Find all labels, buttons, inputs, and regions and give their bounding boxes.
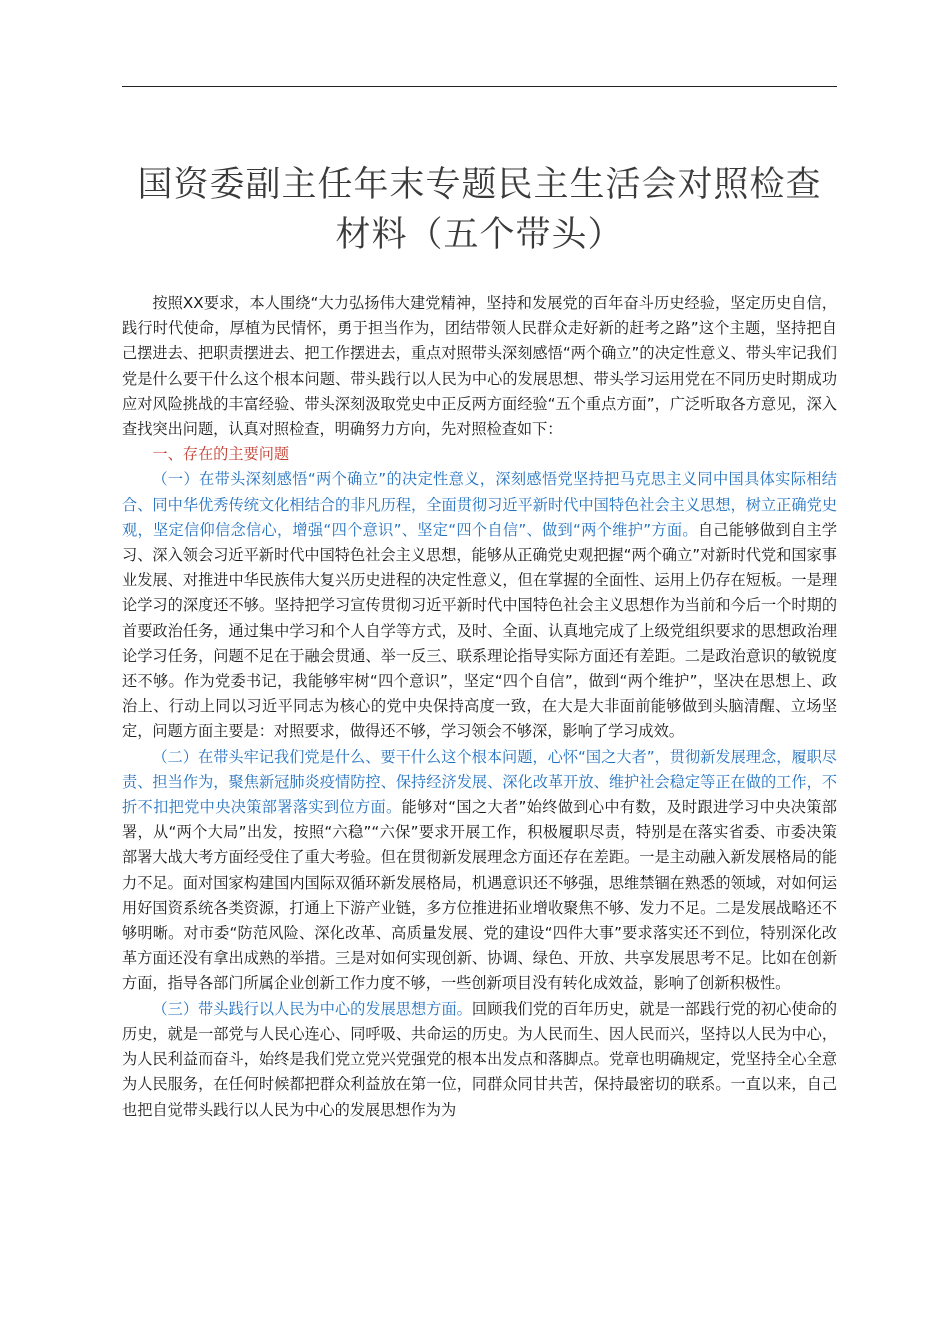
item-paragraph-1	[122, 467, 837, 744]
item-body-2: 能够对“国之大者”始终做到心中有数，及时跟进学习中央决策部署，从“两个大局”出发，按照“六稳”“六保”要求开展工作，积极履职尽责，特别是在落实省委、市委决策部署大战大考方面经受住了重大考验。但在贯彻新发展理念方面还存在差距。一是主动融入新发展格局的能力不足。面对国家构建国内国际双循环新发展格局，机遇意识还不够强，思维禁锢在熟悉的领域，对如何运用好国资系统各类资源，打通上下游产业链，多方位推进拓业增收聚焦不够、发力不足。二是发展战略还不够明晰。对市委“防范风险、深化改革、高质量发展、党的建设“四件大事”要求落实还不到位，特别深化改革方面还没有拿出成熟的举措。三是对如何实现创新、协调、绿色、开放、共享发展思考不足。比如在创新方面，指导各部门所属企业创新工作力度不够，一些创新项目没有转化成效益，影响了创新积极性。	[122, 798, 837, 993]
item-body-3: 回顾我们党的百年历史，就是一部践行党的初心使命的历史，就是一部党与人民心连心、同呼吸、共命运的历史。为人民而生、因人民而兴，坚持以人民为中心，为人民利益而奋斗，始终是我们党立党兴党强党的根本出发点和落脚点。党章也明确规定，党坚持全心全意为人民服务，在任何时候都把群众利益放在第一位，同群众同甘共苦，保持最密切的联系。一直以来，自己也把自觉带头践行以人民为中心的发展思想作为为	[122, 999, 838, 1119]
item-paragraph-3	[122, 997, 837, 1123]
item-heading-3: （三）带头践行以人民为中心的发展思想方面。	[152, 999, 472, 1018]
item-heading-1: （一）在带头深刻感悟“两个确立”的决定性意义，深刻感悟党坚持把马克思主义同中国具体实际相结合、同中华优秀传统文化相结合的非凡历程，全面贯彻习近平新时代中国特色社会主义思想，树立正确党史观，坚定信仰信念信心，增强“四个意识”、坚定“四个自信”、做到“两个维护”方面。	[122, 470, 837, 539]
intro-paragraph: 按照XX要求，本人围绕“大力弘扬伟大建党精神，坚持和发展党的百年奋斗历史经验，坚定历史自信，践行时代使命，厚植为民情怀，勇于担当作为，团结带领人民群众走好新的赶考之路”这个主题，坚持把自己摆进去、把职责摆进去、把工作摆进去，重点对照带头深刻感悟“两个确立”的决定性意义、带头牢记我们党是什么要干什么这个根本问题、带头践行以人民为中心的发展思想、带头学习运用党在不同历史时期成功应对风险挑战的丰富经验、带头深刻汲取党史中正反两方面经验“五个重点方面”，广泛听取各方意见，深入查找突出问题，认真对照检查，明确努力方向，先对照检查如下：	[122, 294, 837, 439]
item-heading-2: （二）在带头牢记我们党是什么、要干什么这个根本问题，心怀“国之大者”，贯彻新发展理念，履职尽责、担当作为，聚焦新冠肺炎疫情防控、保持经济发展、深化改革开放、维护社会稳定等正在做的工作，不折不扣把党中央决策部署落实到位方面。	[122, 747, 837, 817]
document-body	[122, 291, 837, 1123]
item-body-1: 自己能够做到自主学习、深入领会习近平新时代中国特色社会主义思想，能够从正确党史观把握“两个确立”对新时代党和国家事业发展、对推进中华民族伟大复兴历史进程的决定性意义，但在掌握的全面性、运用上仍存在短板。一是理论学习的深度还不够。坚持把学习宣传贯彻习近平新时代中国特色社会主义思想作为当前和今后一个时期的首要政治任务，通过集中学习和个人自学等方式，及时、全面、认真地完成了上级党组织要求的思想政治理论学习任务，问题不足在于融会贯通、举一反三、联系理论指导实际方面还有差距。二是政治意识的敏锐度还不够。作为党委书记，我能够牢树“四个意识”，坚定“四个自信”，做到“两个维护”，坚决在思想上、政治上、行动上同以习近平同志为核心的党中央保持高度一致，在大是大非面前能够做到头脑清醒、立场坚定，问题方面主要是：对照要求，做得还不够，学习领会不够深，影响了学习成效。	[122, 520, 837, 741]
section-heading: 一、存在的主要问题	[152, 445, 290, 464]
item-paragraph-2	[122, 745, 837, 997]
document-title: 国资委副主任年末专题民主生活会对照检查材料（五个带头）	[137, 165, 822, 255]
header-rule	[122, 86, 837, 87]
